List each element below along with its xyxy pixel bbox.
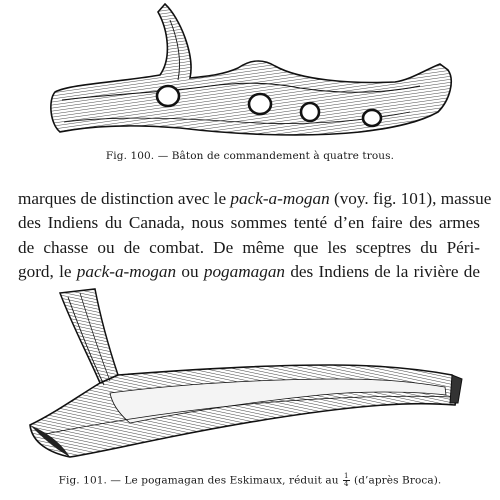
figure-101-caption-text-a: — Le pogamagan des Eskimaux, réduit au xyxy=(110,474,339,487)
body-line-1-italic: pack-a-mogan xyxy=(230,189,330,208)
figure-101-illustration xyxy=(0,285,500,470)
figure-100-caption xyxy=(0,150,500,162)
scale-fraction xyxy=(343,473,350,488)
baton-de-commandement-drawing xyxy=(0,0,500,150)
figure-101-caption-text-b: (d’après Broca). xyxy=(354,474,442,487)
body-line-4-text-b: ou xyxy=(176,262,204,282)
body-line-4-italic-1: pack-a-mogan xyxy=(76,262,177,282)
figure-101-caption xyxy=(0,473,500,488)
body-line-4 xyxy=(18,260,480,284)
figure-100-illustration xyxy=(0,0,500,160)
pogamagan-drawing xyxy=(0,285,500,470)
body-line-1 xyxy=(18,187,492,211)
body-paragraph xyxy=(18,187,492,285)
body-line-1-text-a: marques de distinction avec le xyxy=(18,189,231,208)
body-line-1-text-b: (voy. fig. 101), massue xyxy=(329,189,492,208)
body-line-4-italic-2: pogamagan xyxy=(203,262,286,282)
body-line-3: de chasse ou de combat. De même que les sceptres du Péri- xyxy=(18,237,480,257)
body-line-2: des Indiens du Canada, nous sommes tenté d’en faire des armes xyxy=(18,213,480,233)
body-line-4-text-c: des Indiens de la rivière de xyxy=(285,262,480,282)
body-line-4-text-a: gord, le xyxy=(18,262,77,282)
figure-101-number: Fig. 101. xyxy=(58,474,107,487)
figure-100-caption-text: — Bâton de commandement à quatre trous. xyxy=(157,150,395,162)
scale-fraction-numerator: 1 xyxy=(344,472,349,480)
scale-fraction-denominator: 4 xyxy=(344,480,349,488)
figure-100-number: Fig. 100. xyxy=(105,150,155,162)
